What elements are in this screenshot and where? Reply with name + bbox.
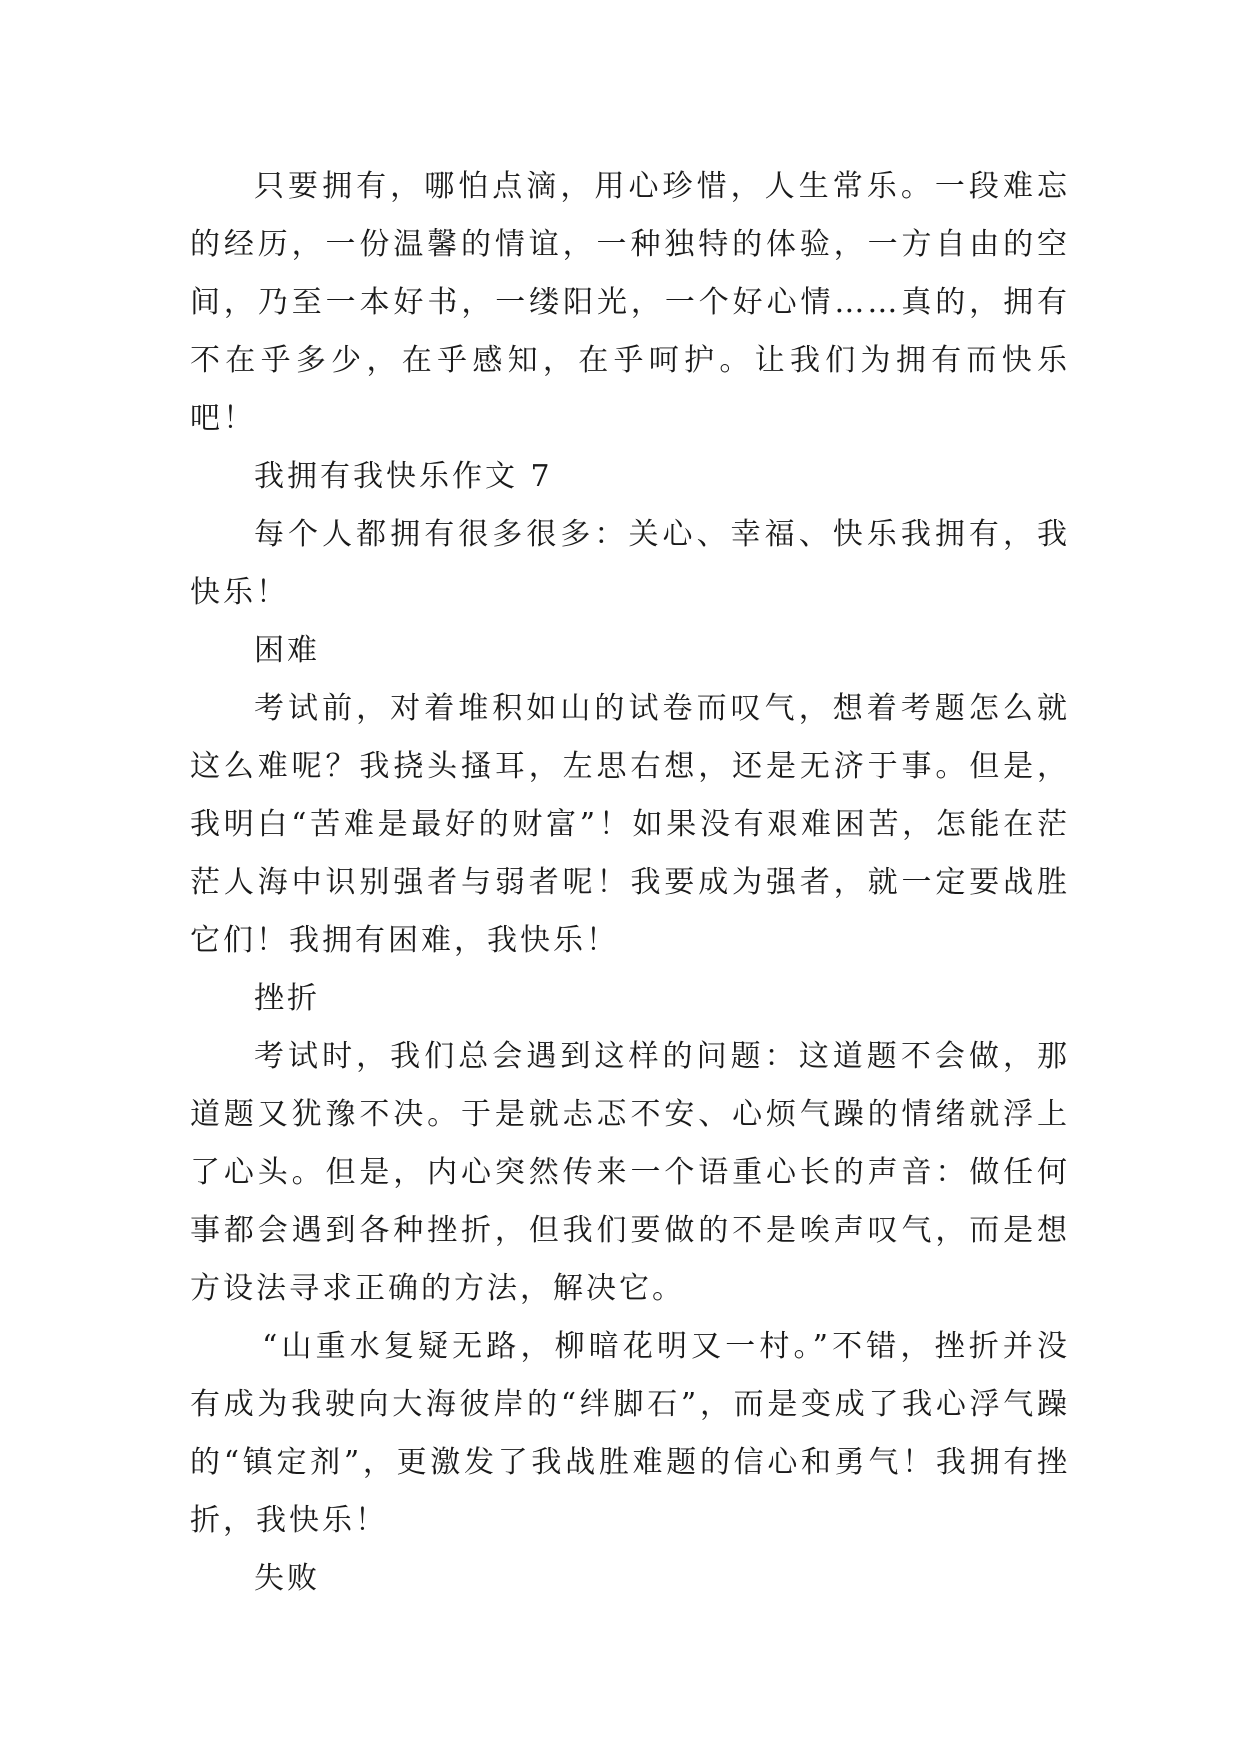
paragraph-opening: 每个人都拥有很多很多：关心、幸福、快乐我拥有，我快乐！ xyxy=(190,517,1070,610)
paragraph-difficulty: 考试前，对着堆积如山的试卷而叹气，想着考题怎么就这么难呢？我挠头搔耳，左思右想，还是无济于事。但是，我明白“苦难是最好的财富”！如果没有艰难困苦，怎能在茫茫人海中识别强者与弱者呢！我要成为强者，就一定要战胜它们！我拥有困难，我快乐！ xyxy=(190,691,1070,958)
essay-title: 我拥有我快乐作文 7 xyxy=(254,459,553,494)
heading-failure: 失败 xyxy=(254,1561,320,1596)
paragraph-intro: 只要拥有，哪怕点滴，用心珍惜，人生常乐。一段难忘的经历，一份温馨的情谊，一种独特的体验，一方自由的空间，乃至一本好书，一缕阳光，一个好心情……真的，拥有不在乎多少，在乎感知，在乎呵护。让我们为拥有而快乐吧！ xyxy=(190,169,1070,436)
heading-difficulty: 困难 xyxy=(254,633,320,668)
paragraph-setback: 考试时，我们总会遇到这样的问题：这道题不会做，那道题又犹豫不决。于是就忐忑不安、心烦气躁的情绪就浮上了心头。但是，内心突然传来一个语重心长的声音：做任何事都会遇到各种挫折，但我们要做的不是唉声叹气，而是想方设法寻求正确的方法，解决它。 xyxy=(190,1039,1070,1306)
heading-setback: 挫折 xyxy=(254,981,320,1016)
paragraph-quote: “山重水复疑无路，柳暗花明又一村。”不错，挫折并没有成为我驶向大海彼岸的“绊脚石”，而是变成了我心浮气躁的“镇定剂”，更激发了我战胜难题的信心和勇气！我拥有挫折，我快乐！ xyxy=(190,1329,1070,1538)
document-page xyxy=(190,158,1070,1608)
